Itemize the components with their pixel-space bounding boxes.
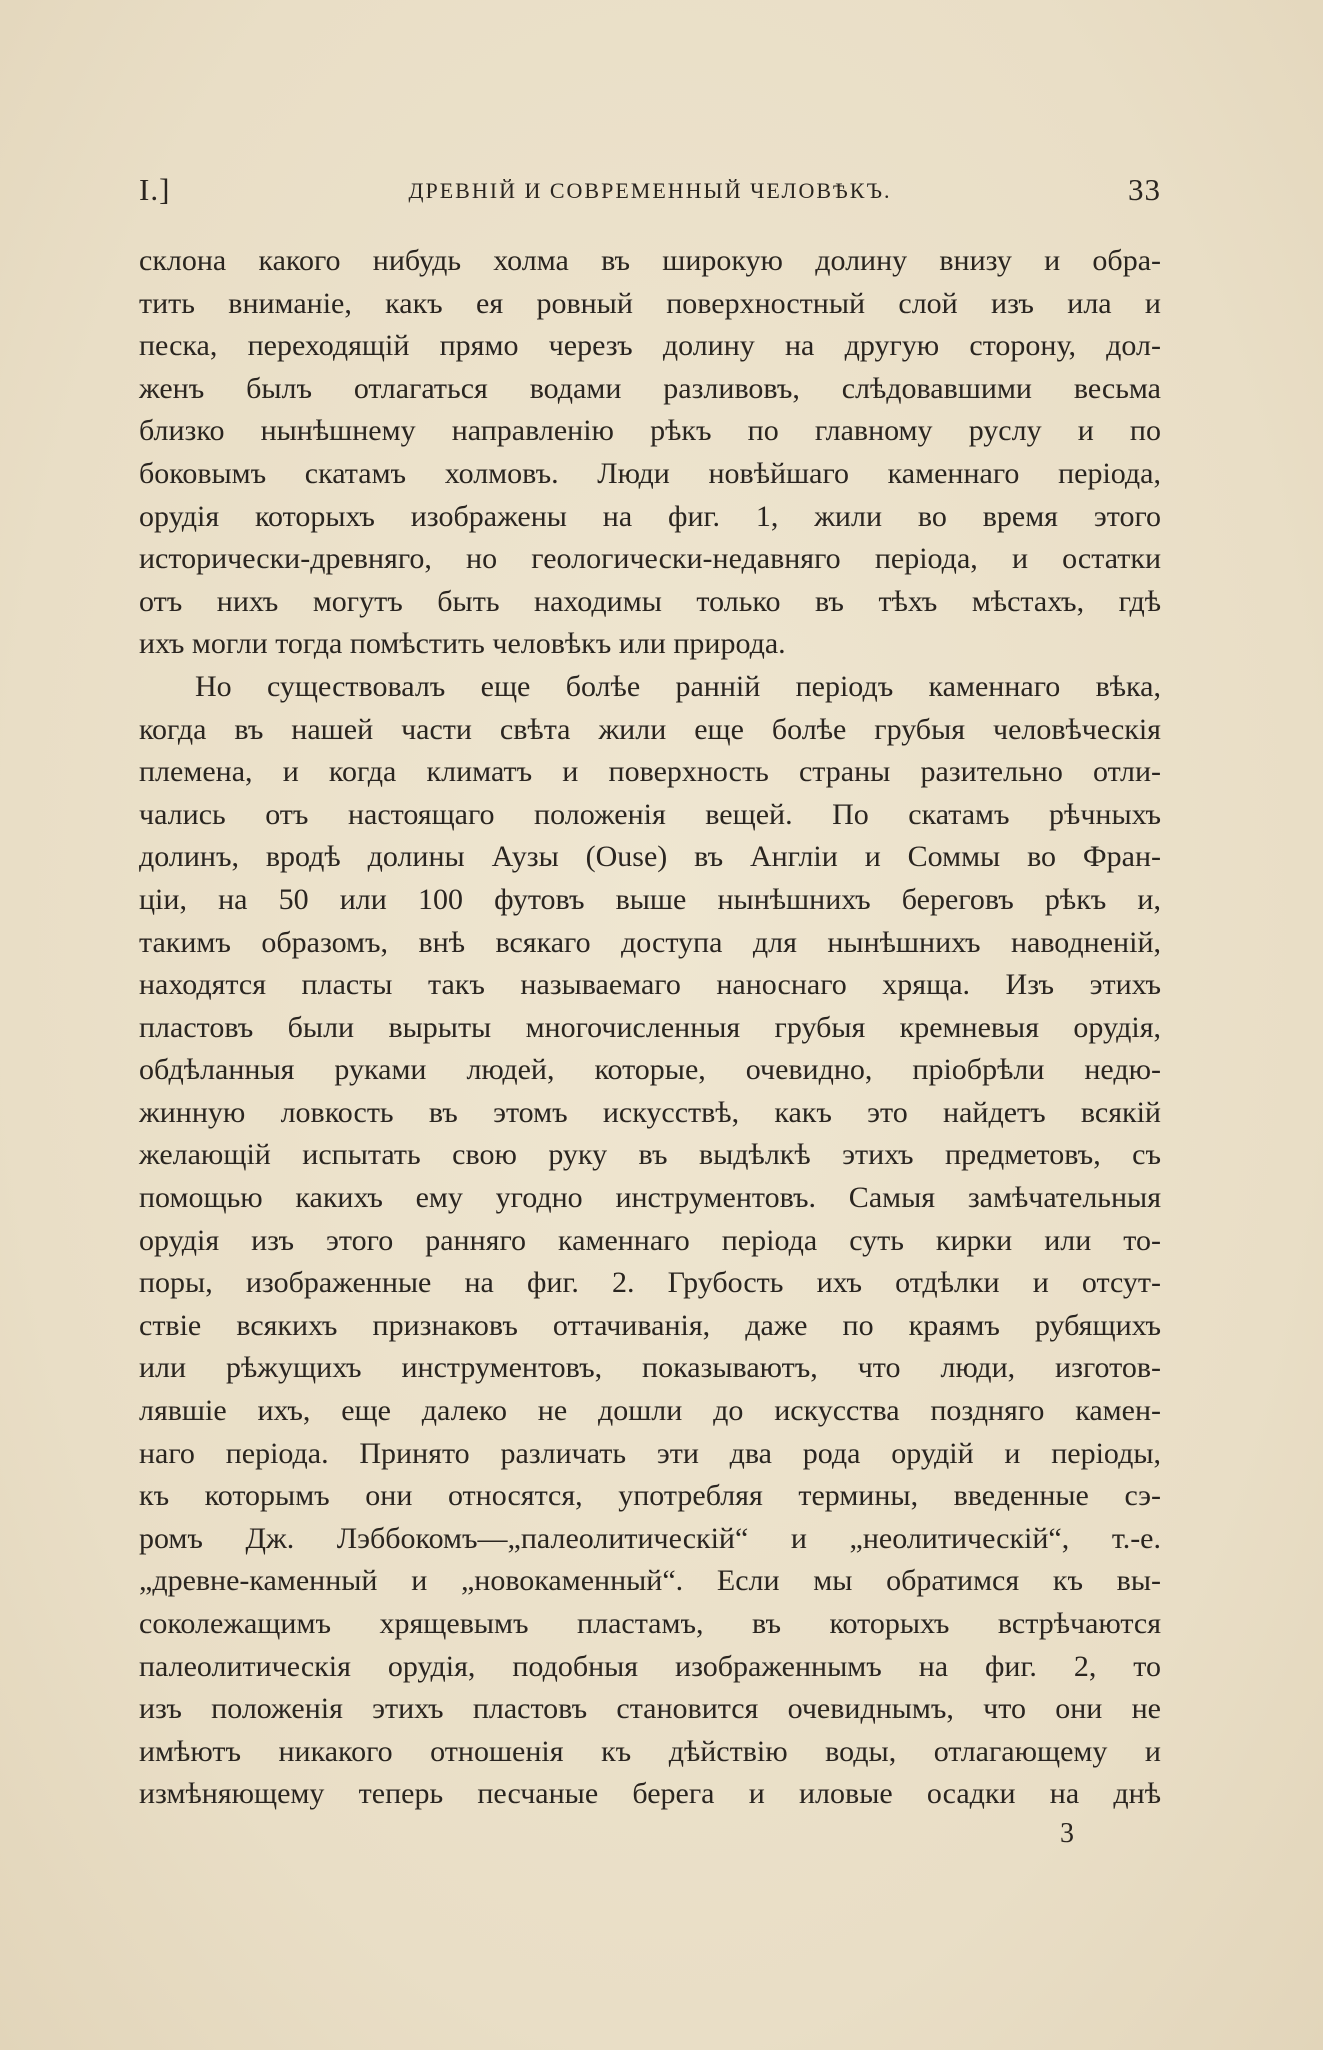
text-line: орудія которыхъ изображены на фиг. 1, жили во время этого bbox=[139, 499, 1161, 533]
text-line: наго періода. Принято различать эти два рода орудій и періоды, bbox=[139, 1436, 1161, 1470]
text-line: племена, и когда климатъ и поверхность страны разительно отли- bbox=[139, 755, 1161, 789]
text-line: Но существовалъ еще болѣе ранній періодъ каменнаго вѣка, bbox=[195, 669, 1161, 703]
signature-mark: 3 bbox=[1060, 1818, 1074, 1849]
text-line: пластовъ были вырыты многочисленныя грубыя кремневыя орудія, bbox=[139, 1010, 1161, 1044]
text-line: „древне-каменный и „новокаменный“. Если мы обратимся къ вы- bbox=[139, 1564, 1161, 1598]
text-line: боковымъ скатамъ холмовъ. Люди новѣйшаго каменнаго періода, bbox=[139, 456, 1161, 490]
running-title: ДРЕВНІЙ И СОВРЕМЕННЫЙ ЧЕЛОВѢКЪ. bbox=[408, 178, 892, 203]
text-line: жинную ловкость въ этомъ искусствѣ, какъ это найдетъ всякій bbox=[139, 1095, 1161, 1129]
text-line: долинъ, вродѣ долины Аузы (Ouse) въ Англіи и Соммы во Фран- bbox=[139, 840, 1161, 874]
text-line: желающій испытать свою руку въ выдѣлкѣ этихъ предметовъ, съ bbox=[139, 1138, 1161, 1172]
text-line: ціи, на 50 или 100 футовъ выше нынѣшнихъ береговъ рѣкъ и, bbox=[139, 882, 1161, 916]
text-line: находятся пласты такъ называемаго наноснаго хряща. Изъ этихъ bbox=[139, 968, 1161, 1002]
text-line: такимъ образомъ, внѣ всякаго доступа для нынѣшнихъ наводненій, bbox=[139, 925, 1161, 959]
text-line: имѣютъ никакого отношенія къ дѣйствію воды, отлагающему и bbox=[139, 1734, 1161, 1768]
text-line: исторически-древняго, но геологически-недавняго періода, и остатки bbox=[139, 542, 1161, 576]
text-line: обдѣланныя руками людей, которые, очевидно, пріобрѣли недю- bbox=[139, 1053, 1161, 1087]
text-line: близко нынѣшнему направленію рѣкъ по главному руслу и по bbox=[139, 414, 1161, 448]
text-line: чались отъ настоящаго положенія вещей. По скатамъ рѣчныхъ bbox=[139, 797, 1161, 831]
text-line: ихъ могли тогда помѣстить человѣкъ или природа. bbox=[139, 627, 786, 661]
text-line: женъ былъ отлагаться водами разливовъ, слѣдовавшими весьма bbox=[139, 371, 1161, 405]
text-line: ромъ Дж. Лэббокомъ—„палеолитическій“ и „неолитическій“, т.-е. bbox=[139, 1521, 1161, 1555]
running-head bbox=[139, 172, 1161, 212]
text-line: помощью какихъ ему угодно инструментовъ. Самыя замѣчательныя bbox=[139, 1181, 1161, 1215]
text-line: склона какого нибудь холма въ широкую долину внизу и обра- bbox=[139, 244, 1161, 277]
text-line: ствіе всякихъ признаковъ оттачиванія, даже по краямъ рубящихъ bbox=[139, 1308, 1161, 1342]
text-line: палеолитическія орудія, подобныя изображеннымъ на фиг. 2, то bbox=[139, 1649, 1161, 1683]
text-line: когда въ нашей части свѣта жили еще болѣе грубыя человѣческія bbox=[139, 712, 1161, 746]
text-line: соколежащимъ хрящевымъ пластамъ, въ которыхъ встрѣчаются bbox=[139, 1607, 1161, 1640]
text-line: тить вниманіе, какъ ея ровный поверхностный слой изъ ила и bbox=[139, 286, 1161, 320]
text-line: лявшіе ихъ, еще далеко не дошли до искусства поздняго камен- bbox=[139, 1394, 1161, 1428]
text-line: орудія изъ этого ранняго каменнаго періода суть кирки или то- bbox=[139, 1223, 1161, 1257]
text-line: изъ положенія этихъ пластовъ становится очевиднымъ, что они не bbox=[139, 1692, 1161, 1726]
text-line: или рѣжущихъ инструментовъ, показываютъ, что люди, изготов- bbox=[139, 1351, 1161, 1385]
page-number: 33 bbox=[1128, 172, 1161, 207]
text-line: поры, изображенные на фиг. 2. Грубость ихъ отдѣлки и отсут- bbox=[139, 1266, 1161, 1300]
text-line: песка, переходящій прямо черезъ долину на другую сторону, дол- bbox=[139, 329, 1161, 363]
text-line: отъ нихъ могутъ быть находимы только въ тѣхъ мѣстахъ, гдѣ bbox=[139, 584, 1161, 618]
text-line: измѣняющему теперь песчаные берега и иловые осадки на днѣ bbox=[139, 1777, 1161, 1811]
text-line: къ которымъ они относятся, употребляя термины, введенные сэ- bbox=[139, 1479, 1161, 1513]
body-text bbox=[139, 240, 1161, 1816]
chapter-marker: I.] bbox=[139, 172, 171, 207]
